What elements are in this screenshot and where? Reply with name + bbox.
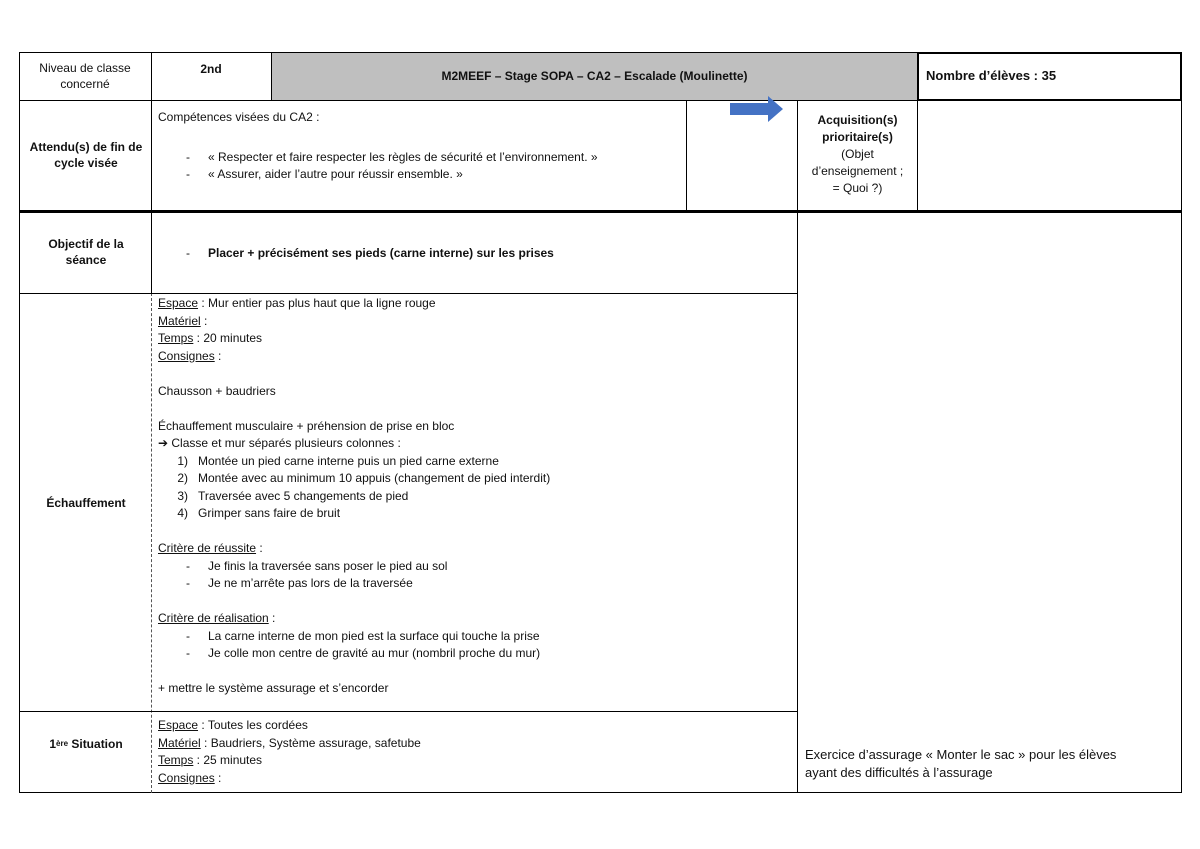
- materiel-line: [158, 313, 550, 331]
- materiel-label: Matériel: [158, 313, 201, 328]
- s1-temps-label: Temps: [158, 753, 194, 767]
- objectif-item: [176, 245, 554, 263]
- espace-value: : Mur entier pas plus haut que la ligne rouge: [198, 296, 436, 310]
- realisation-item-1: [158, 628, 550, 646]
- echauffement-row-bottom: [19, 711, 798, 712]
- objectif-label: Objectif de la séance: [48, 237, 124, 267]
- temps-value: : 20 minutes: [193, 331, 263, 345]
- acquisition-line-2: prioritaire(s): [822, 130, 893, 144]
- table-border-left: [19, 52, 20, 793]
- item-text: Montée un pied carne interne puis un pied carne externe: [198, 453, 499, 468]
- consignes-value: :: [214, 348, 222, 363]
- situation1-label-pre: 1: [49, 737, 56, 751]
- realisation-text: Je colle mon centre de gravité au mur (nombril proche du mur): [208, 646, 541, 660]
- reussite-item-1: [158, 558, 550, 576]
- acquisition-label: [798, 112, 917, 197]
- s1-espace-label: Espace: [158, 718, 199, 732]
- item-text: Montée avec au minimum 10 appuis (changement de pied interdit): [198, 471, 551, 485]
- count-cell-top: [917, 52, 1182, 54]
- numbered-item-3: [158, 488, 550, 506]
- classe-line: ➔ Classe et mur séparés plusieurs colonnes :: [158, 436, 401, 450]
- reussite-text: Je finis la traversée sans poser le pied au sol: [208, 558, 448, 573]
- realisation-item-2: [158, 645, 550, 663]
- student-count: Nombre d’élèves : 35: [926, 68, 1057, 83]
- reussite-text: Je ne m’arrête pas lors de la traversée: [208, 576, 413, 590]
- attendus-divider-a: [686, 100, 687, 212]
- niveau-label: Niveau de classe concerné: [39, 61, 131, 91]
- attendus-row-bottom: [19, 210, 1182, 213]
- attendus-divider-label: [151, 100, 152, 212]
- bullet-dash: -: [186, 558, 190, 573]
- item-number: 3): [177, 488, 188, 503]
- realisation-label: Critère de réalisation: [158, 611, 269, 625]
- s1-materiel-line: [158, 735, 421, 753]
- temps-label: Temps: [158, 331, 194, 345]
- numbered-item-4: [158, 505, 550, 523]
- item-text: Grimper sans faire de bruit: [198, 506, 341, 520]
- acquisition-line-5: = Quoi ?): [832, 181, 883, 195]
- count-cell-bottom: [917, 99, 1182, 101]
- consignes-line: [158, 348, 550, 366]
- situation1-content: [158, 717, 421, 787]
- s1-materiel-label: Matériel: [158, 735, 201, 750]
- header-right-border: [1180, 52, 1182, 100]
- bullet-dash: -: [186, 646, 190, 660]
- echauffement-label: Échauffement: [46, 496, 126, 510]
- item-text: Traversée avec 5 changements de pied: [198, 488, 409, 503]
- chausson-line: Chausson + baudriers: [158, 383, 276, 398]
- s1-right-line-1: Exercice d’assurage « Monter le sac » pour les élèves: [805, 747, 1117, 762]
- s1-espace-line: [158, 717, 421, 735]
- attendus-heading: Compétences visées du CA2 :: [158, 110, 320, 124]
- attendus-item-1: [176, 149, 598, 167]
- bullet-dash: -: [186, 628, 190, 643]
- objectif-row-bottom: [19, 293, 798, 294]
- bullet-dash: -: [186, 576, 190, 590]
- bullet-dash: -: [186, 150, 190, 164]
- item-number: 2): [177, 471, 188, 485]
- lower-right-border: [1181, 212, 1182, 793]
- s1-temps-value: : 25 minutes: [193, 753, 263, 767]
- numbered-item-2: [158, 470, 550, 488]
- s1-consignes-value: :: [214, 770, 222, 785]
- attendus-item-2-text: « Assurer, aider l’autre pour réussir ensemble. »: [208, 167, 463, 181]
- niveau-value: 2nd: [200, 62, 222, 76]
- attendus-right: [1181, 100, 1182, 212]
- attendus-item-1-text: « Respecter et faire respecter les règles de sécurité et l’environnement. »: [208, 150, 598, 164]
- arrow-right-icon: [730, 96, 784, 122]
- table-border-bottom: [19, 792, 1182, 793]
- situation1-label: 1 ère Situation: [49, 737, 123, 751]
- s1-consignes-label: Consignes: [158, 770, 215, 785]
- numbered-item-1: [158, 453, 550, 471]
- s1-consignes-line: [158, 770, 421, 788]
- realisation-text: La carne interne de mon pied est la surface qui touche la prise: [208, 628, 540, 643]
- reussite-heading: Critère de réussite :: [158, 541, 263, 555]
- bullet-dash: -: [186, 167, 190, 181]
- realisation-heading: Critère de réalisation :: [158, 611, 276, 625]
- s1-right-line-2: ayant des difficultés à l’assurage: [805, 765, 993, 780]
- objectif-text: Placer + précisément ses pieds (carne interne) sur les prises: [208, 246, 554, 260]
- bullet-dash: -: [186, 246, 190, 260]
- page-title: M2MEEF – Stage SOPA – CA2 – Escalade (Moulinette): [441, 69, 748, 83]
- final-line: + mettre le système assurage et s’encorder: [158, 681, 389, 695]
- attendus-divider-c: [917, 100, 918, 212]
- item-number: 4): [177, 506, 188, 520]
- item-number: 1): [177, 453, 188, 468]
- lower-right-divider: [797, 212, 798, 793]
- echauffement-content: [158, 295, 550, 698]
- temps-line: [158, 330, 550, 348]
- s1-temps-line: [158, 752, 421, 770]
- attendus-item-2: [176, 166, 463, 184]
- acquisition-line-1: Acquisition(s): [817, 113, 898, 127]
- reussite-label: Critère de réussite: [158, 541, 257, 555]
- espace-line: [158, 295, 550, 313]
- lower-label-dashed: [151, 293, 152, 793]
- acquisition-line-3: (Objet: [841, 147, 874, 161]
- espace-label: Espace: [158, 296, 199, 310]
- reussite-item-2: [158, 575, 550, 593]
- materiel-value: :: [200, 313, 208, 328]
- s1-espace-value: : Toutes les cordées: [198, 718, 308, 732]
- consignes-label: Consignes: [158, 348, 215, 363]
- situation1-label-post: Situation: [68, 737, 123, 751]
- s1-materiel-value: : Baudriers, Système assurage, safetube: [200, 735, 421, 750]
- lower-label-divider: [151, 212, 152, 293]
- situation1-right-text: [805, 746, 1116, 782]
- attendus-label: Attendu(s) de fin de cycle visée: [29, 140, 143, 170]
- acquisition-line-4: d’enseignement ;: [811, 164, 904, 178]
- echauf-line: Échauffement musculaire + préhension de prise en bloc: [158, 418, 455, 433]
